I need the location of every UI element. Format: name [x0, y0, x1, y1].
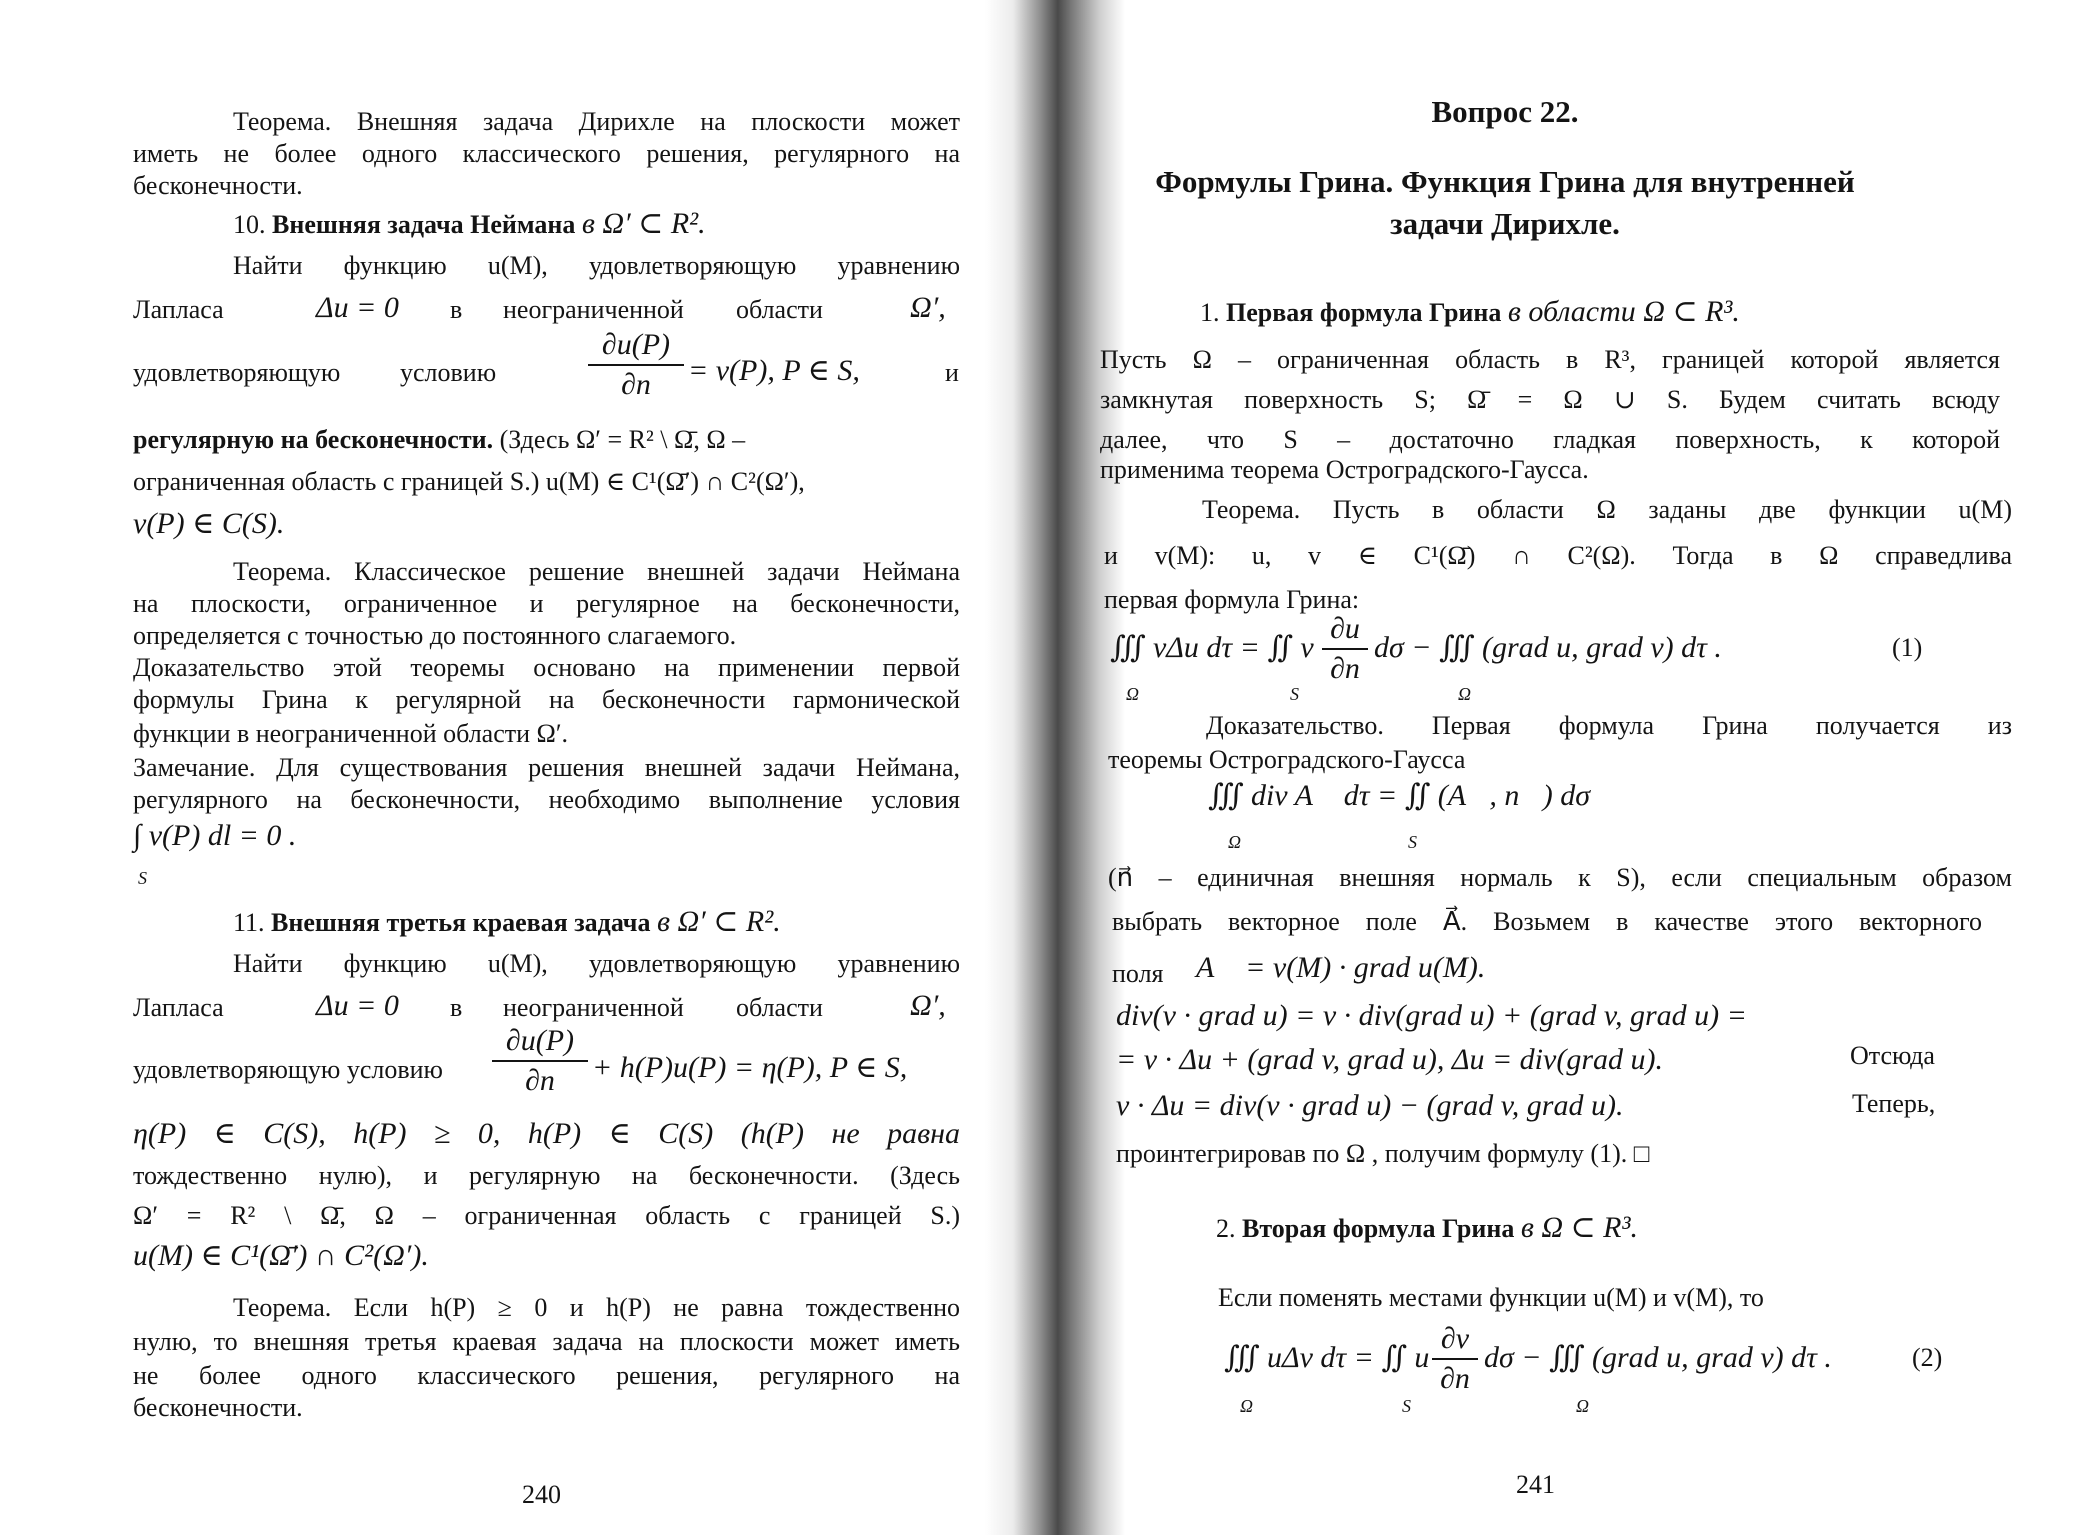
first-green-sub-omega-rhs: Ω [1458, 684, 1472, 704]
third-fraction-denominator: ∂n [525, 1064, 555, 1097]
third-omega-prime: Ω′, [910, 989, 946, 1022]
section-11-domain: в Ω′ ⊂ R². [656, 905, 781, 938]
theorem-green-line-2: и v(M): u, v ∈ C¹(Ω̄) ∩ C²(Ω). Тогда в Ω справедлива [1104, 541, 2012, 570]
theorem-dirichlet-line-1: Теорема. Внешняя задача Дирихле на плоскости может [233, 107, 960, 136]
third-problem-line-4: η(P) ∈ C(S), h(P) ≥ 0, h(P) ∈ C(S) (h(P) не равна [133, 1117, 960, 1150]
swap-functions-line: Если поменять местами функции u(M) и v(M), то [1218, 1283, 1764, 1312]
theorem-neumann-line-2: на плоскости, ограниченное и регулярное на бесконечности, [133, 589, 960, 618]
neumann-fraction-numerator: ∂u(P) [601, 328, 671, 361]
second-green-formula-fraction [1432, 1322, 1478, 1396]
section-10-number: 10. [233, 210, 266, 239]
first-green-formula-fraction [1322, 612, 1368, 686]
neumann-line-6: ν(P) ∈ C(S). [133, 507, 285, 540]
third-word-satisfying-condition: удовлетворяющую условию [133, 1055, 443, 1084]
proof-green-line-2: теоремы Остроградского-Гаусса [1108, 745, 1466, 774]
neumann-normal-derivative-fraction [588, 328, 684, 402]
remark-integral-subscript: S [138, 868, 147, 888]
derivation-line-4: проинтегрировав по Ω , получим формулу (1). □ [1116, 1139, 1650, 1168]
remark-integral-condition: ∫ ν(P) dl = 0 . [133, 819, 297, 852]
derivation-line-2: = v · Δu + (grad v, grad u), Δu = div(grad u). [1116, 1043, 1663, 1076]
proof-neumann-line-3: функции в неограниченной области Ω′. [133, 719, 569, 748]
neumann-fraction-denominator: ∂n [621, 368, 651, 401]
section-10-heading [233, 208, 706, 241]
second-green-sub-omega-lhs: Ω [1240, 1396, 1254, 1416]
derivation-line-3: v · Δu = div(v · grad u) − (grad v, grad u). [1116, 1089, 1624, 1122]
first-green-fraction-numerator: ∂u [1330, 612, 1360, 645]
theorem-third-line-2: нулю, то внешняя третья краевая задача на плоскости может иметь [133, 1327, 960, 1356]
proof-green-line-1: Доказательство. Первая формула Грина получается из [1206, 711, 2012, 740]
right-page [1080, 0, 2088, 1535]
second-green-sub-s: S [1402, 1396, 1411, 1416]
first-green-sub-s: S [1290, 684, 1299, 704]
og-sub-omega: Ω [1228, 832, 1242, 852]
first-formula-domain: в области Ω ⊂ R³. [1507, 295, 1740, 328]
og-sub-s: S [1408, 832, 1417, 852]
neumann-regular-at-infinity: регулярную на бесконечности. [133, 425, 494, 454]
neumann-word-condition: условию [400, 358, 497, 387]
neumann-word-in: в [450, 295, 463, 324]
third-boundary-condition: + h(P)u(P) = η(P), P ∈ S, [592, 1051, 908, 1084]
first-green-fraction-denominator: ∂n [1330, 652, 1360, 685]
neumann-word-unbounded: неограниченной [503, 295, 684, 324]
second-green-formula-lhs: ∭ uΔv dτ = ∬ u [1224, 1341, 1430, 1374]
theorem-third-line-4: бесконечности. [133, 1393, 303, 1422]
first-green-formula-rhs: dσ − ∭ (grad u, grad v) dτ . [1374, 631, 1722, 664]
neumann-word-laplace: Лапласа [133, 295, 224, 324]
assumption-line-4: применима теорема Остроградского-Гаусса. [1100, 455, 1589, 484]
first-formula-title: Первая формула Грина [1226, 298, 1502, 327]
section-10-domain: в Ω′ ⊂ R². [581, 207, 706, 240]
proof-neumann-line-2: формулы Грина к регулярной на бесконечности гармонической [133, 685, 960, 714]
second-formula-number: 2. [1216, 1214, 1236, 1243]
assumption-line-2: замкнутая поверхность S; Ω̄ = Ω ∪ S. Будем считать всюду [1100, 385, 2000, 414]
second-green-fraction-numerator: ∂v [1440, 1322, 1470, 1355]
third-word-unbounded: неограниченной [503, 993, 684, 1022]
neumann-line-1: Найти функцию u(M), удовлетворяющую уравнению [233, 251, 960, 280]
continuation-line-2: выбрать векторное поле A⃗. Возьмем в качестве этого векторного [1112, 907, 1982, 936]
page-number-left: 240 [522, 1480, 561, 1509]
first-green-formula-lhs: ∭ vΔu dτ = ∬ v [1110, 631, 1314, 664]
proof-neumann-line-1: Доказательство этой теоремы основано на применении первой [133, 653, 960, 682]
neumann-boundary-condition: = ν(P), P ∈ S, [688, 354, 860, 387]
theorem-green-line-1: Теорема. Пусть в области Ω заданы две функции u(M) [1202, 495, 2012, 524]
neumann-line-5: ограниченная область с границей S.) u(M) ∈ C¹(Ω̄′) ∩ C²(Ω′), [133, 467, 805, 496]
derivation-line-1: div(v · grad u) = v · div(grad u) + (grad v, grad u) = [1116, 999, 1747, 1032]
assumption-line-1: Пусть Ω – ограниченная область в R³, границей которой является [1100, 345, 2000, 374]
third-fraction-numerator: ∂u(P) [505, 1024, 575, 1057]
continuation-word-field: поля [1112, 959, 1164, 988]
third-normal-derivative-fraction [492, 1024, 588, 1098]
second-green-sub-omega-rhs: Ω [1576, 1396, 1590, 1416]
neumann-laplace-eq: Δu = 0 [316, 291, 399, 324]
equation-label-1: (1) [1892, 633, 1923, 662]
third-problem-line-6: Ω′ = R² \ Ω̄, Ω – ограниченная область с границей S.) [133, 1201, 960, 1230]
second-formula-heading [1216, 1212, 1638, 1245]
theorem-neumann-line-3: определяется с точностью до постоянного слагаемого. [133, 621, 737, 650]
remark-neumann-line-1: Замечание. Для существования решения внешней задачи Неймана, [133, 753, 960, 782]
assumption-line-3: далее, что S – достаточно гладкая поверхность, к которой [1100, 425, 2000, 454]
section-10-title: Внешняя задача Неймана [272, 210, 576, 239]
third-laplace-eq: Δu = 0 [316, 989, 399, 1022]
question-title: Вопрос 22. [1431, 94, 1579, 129]
section-heading-line-2: задачи Дирихле. [1390, 206, 1620, 241]
section-11-heading [233, 906, 781, 939]
neumann-line-4 [133, 424, 745, 456]
ostrogradsky-gauss-formula: ∭ div A⃗ dτ = ∬ (A⃗, n⃗) dσ [1208, 779, 1591, 812]
neumann-word-and: и [945, 358, 959, 387]
third-word-in: в [450, 993, 463, 1022]
first-green-sub-omega-lhs: Ω [1126, 684, 1140, 704]
left-page [0, 0, 1000, 1535]
equation-label-2: (2) [1912, 1343, 1943, 1372]
third-word-laplace: Лапласа [133, 993, 224, 1022]
fraction-bar [492, 1060, 588, 1062]
third-problem-line-5: тождественно нулю), и регулярную на бесконечности. (Здесь [133, 1161, 960, 1190]
theorem-dirichlet-line-2: иметь не более одного классического решения, регулярного на [133, 139, 960, 168]
fraction-bar [588, 364, 684, 366]
second-green-formula-rhs: dσ − ∭ (grad u, grad v) dτ . [1484, 1341, 1832, 1374]
third-problem-line-7: u(M) ∈ C¹(Ω̄′) ∩ C²(Ω′). [133, 1239, 429, 1272]
derivation-word-hence: Отсюда [1850, 1041, 1935, 1070]
first-formula-heading [1200, 296, 1740, 329]
section-11-number: 11. [233, 908, 265, 937]
fraction-bar [1322, 648, 1368, 650]
page-number-right: 241 [1516, 1470, 1555, 1499]
theorem-neumann-line-1: Теорема. Классическое решение внешней задачи Неймана [233, 557, 960, 586]
neumann-word-domain: области [736, 295, 823, 324]
neumann-omega-prime: Ω′, [910, 291, 946, 324]
theorem-third-line-3: не более одного классического решения, регулярного на [133, 1361, 960, 1390]
section-heading-line-1: Формулы Грина. Функция Грина для внутренней [1155, 164, 1855, 199]
second-green-fraction-denominator: ∂n [1440, 1362, 1470, 1395]
derivation-word-now: Теперь, [1852, 1089, 1936, 1118]
remark-neumann-line-2: регулярного на бесконечности, необходимо выполнение условия [133, 785, 960, 814]
section-11-title: Внешняя третья краевая задача [271, 908, 651, 937]
neumann-word-satisfying: удовлетворяющую [133, 358, 341, 387]
theorem-green-line-3: первая формула Грина: [1104, 585, 1360, 614]
second-formula-domain: в Ω ⊂ R³. [1520, 1211, 1639, 1244]
vector-field-definition: A⃗ = v(M) · grad u(M). [1196, 951, 1486, 984]
first-formula-number: 1. [1200, 298, 1220, 327]
theorem-third-line-1: Теорема. Если h(P) ≥ 0 и h(P) не равна тождественно [233, 1293, 960, 1322]
second-formula-title: Вторая формула Грина [1242, 1214, 1515, 1243]
theorem-dirichlet-line-3: бесконечности. [133, 171, 303, 200]
fraction-bar [1432, 1358, 1478, 1360]
third-word-domain: области [736, 993, 823, 1022]
continuation-line-1: (n⃗ – единичная внешняя нормаль к S), если специальным образом [1108, 863, 2012, 892]
third-problem-line-1: Найти функцию u(M), удовлетворяющую уравнению [233, 949, 960, 978]
neumann-here-domain: (Здесь Ω′ = R² \ Ω̄, Ω – [499, 425, 746, 454]
